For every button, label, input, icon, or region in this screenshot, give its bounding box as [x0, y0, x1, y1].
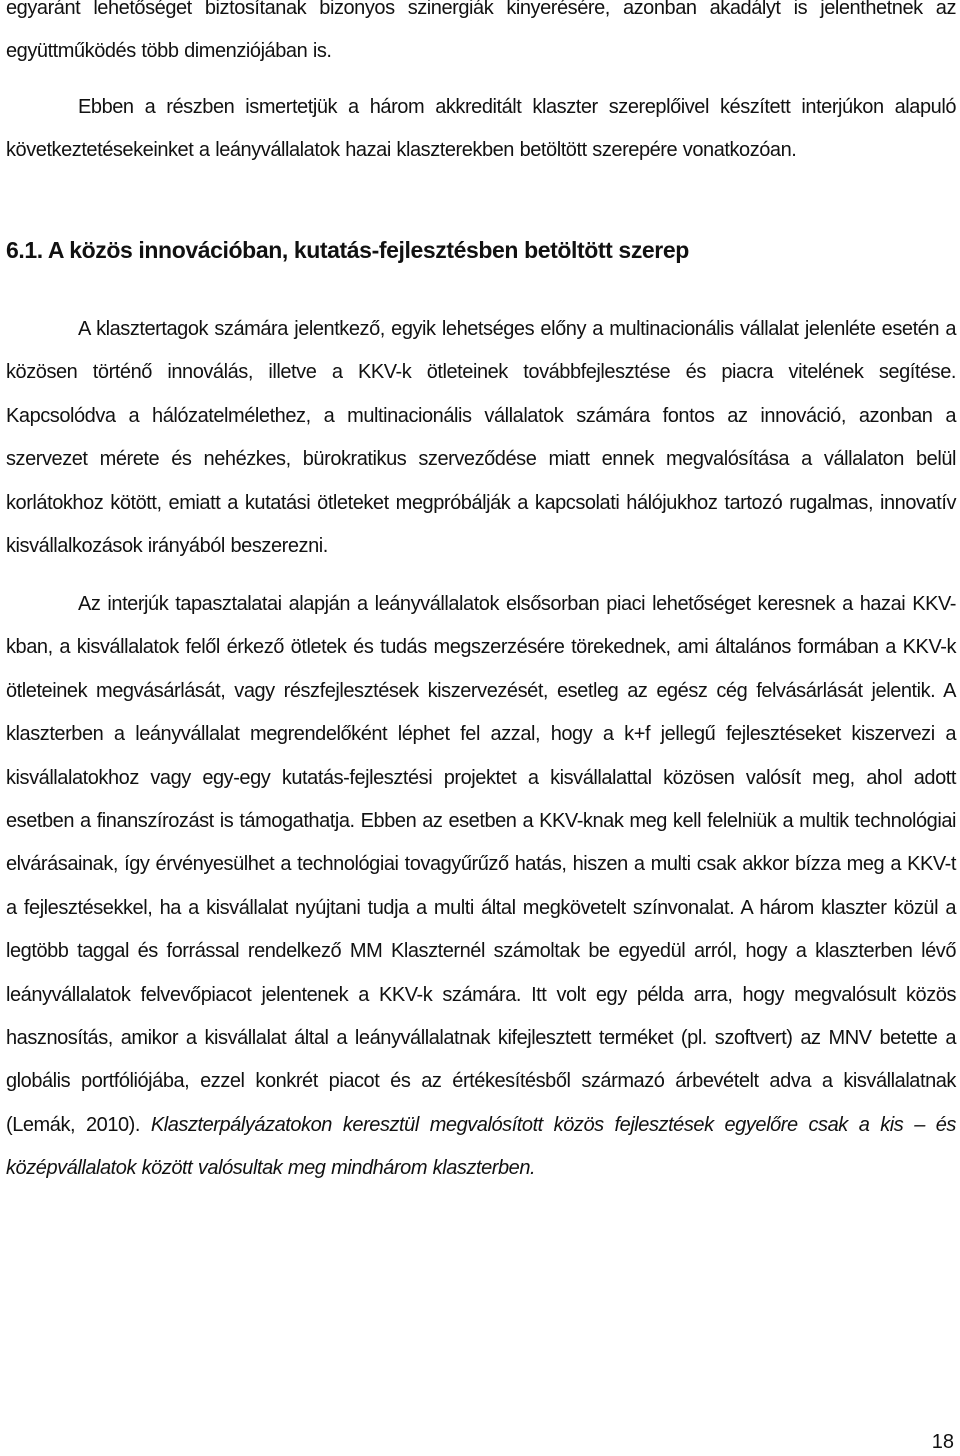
paragraph-interviews-text: Az interjúk tapasztalatai alapján a leányvállalatok elsősorban piaci lehetőséget keresnek a hazai KKV-kban, a kisvállalatok felől érkező ötletek és tudás megszerzésére törekednek, ami általános formában a KKV-k ötleteinek megvásárlását, vagy részfejlesztések kiszervezését, esetleg az egész cég felvásárlását jelentik. A klaszterben a leányvállalat megrendelőként léphet fel azzal, hogy a k+f jellegű fejlesztéseket kiszervezi a kisvállalatokhoz vagy egy-egy kutatás-fejlesztési projektet a kisvállalattal közösen valósít meg, ahol adott esetben a finanszírozást is támogathatja. Ebben az esetben a KKV-knak meg kell felelniük a multik technológiai elvárásainak, így érvényesülhet a technológiai tovagyűrűző hatás, hiszen a multi csak akkor bízza meg a KKV-t a fejlesztésekkel, ha a kisvállalat nyújtani tudja a multi által megkövetelt színvonalat. A három klaszter közül a legtöbb taggal és forrással rendelkező MM Klaszternél számoltak be egyedül arról, hogy a klaszterben lévő leányvállalatok felvevőpiacot jelentenek a KKV-k számára. Itt volt egy példa arra, hogy megvalósult közös hasznosítás, amikor a kisvállalat által a leányvállalatnak kifejlesztett terméket (pl. szoftvert) az MNV betette a globális portfóliójába, ezzel konkrét piacot és az értékesítésből származó árbevételt adva a kisvállalatnak (Lemák, 2010). — [6, 593, 956, 1136]
paragraph-intro: Ebben a részben ismertetjük a három akkreditált klaszter szereplőivel készített interjúkon alapuló következtetésekeinket a leányvállalatok hazai klaszterekben betöltött szerepére vonatkozóan. — [6, 96, 956, 162]
paragraph-continuation: egyaránt lehetőséget biztosítanak bizonyos szinergiák kinyerésére, azonban akadályt is jelenthetnek az együttműködés több dimenziójában is. — [6, 0, 956, 63]
paragraph-interviews — [6, 583, 956, 1191]
page-number: 18 — [931, 1431, 954, 1453]
paragraph-interviews-italic: Klaszterpályázatokon keresztül megvalósított közös fejlesztések egyelőre csak a kis – és középvállalatok között valósultak meg mindhárom klaszterben. — [6, 1113, 956, 1180]
paragraph-cluster-members: A klasztertagok számára jelentkező, egyik lehetséges előny a multinacionális vállalat jelenléte esetén a közösen történő innoválás, illetve a KKV-k ötleteinek továbbfejlesztése és piacra vitelének segítése. Kapcsolódva a hálózatelmélethez, a multinacionális vállalatok számára fontos az innováció, azonban a szervezet mérete és nehézkes, bürokratikus szerveződése miatt ennek megvalósítása a vállalaton belül korlátokhoz kötött, emiatt a kutatási ötleteket megpróbálják a kapcsolati hálójukhoz tartozó rugalmas, innovatív kisvállalkozások irányából beszerezni. — [6, 318, 956, 558]
section-heading: 6.1. A közös innovációban, kutatás-fejlesztésben betöltött szerep — [6, 237, 689, 263]
